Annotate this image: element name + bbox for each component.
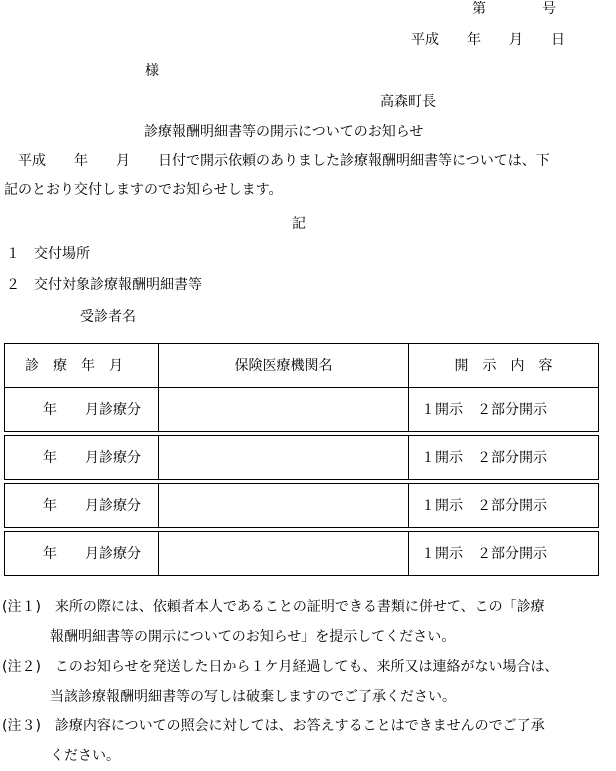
row-disclosure: １開示 ２部分開示 [409,532,599,576]
note-3-line-2: ください。 [50,748,120,764]
row-month: 年 月診療分 [5,436,159,480]
row-institution[interactable] [159,436,409,480]
ki-heading: 記 [292,216,306,232]
table-row [5,436,599,480]
recipient-honorific: 様 [145,63,159,79]
row-disclosure: １開示 ２部分開示 [409,436,599,480]
note-2 [2,652,614,712]
body-line-1: 平成 年 月 日付で開示依頼のありました診療報酬明細書等については、下 [4,153,550,169]
row-institution[interactable] [159,532,409,576]
header-institution: 保険医療機関名 [159,344,409,388]
sender-name: 高森町長 [380,94,436,110]
row-month: 年 月診療分 [5,484,159,528]
row-month: 年 月診療分 [5,532,159,576]
document-number: 第 号 [472,1,556,17]
note-1 [2,592,614,652]
note-1-line-1: (注１) 来所の際には、依頼者本人であることの証明できる書類に併せて、この「診療 [2,599,545,615]
row-disclosure: １開示 ２部分開示 [409,388,599,432]
row-month: 年 月診療分 [5,388,159,432]
document-title: 診療報酬明細書等の開示についてのお知らせ [144,124,424,140]
header-treatment-month: 診 療 年 月 [5,344,159,388]
item-target-statements: ２ 交付対象診療報酬明細書等 [6,277,202,293]
body-line-2: 記のとおり交付しますのでお知らせします。 [4,182,283,198]
note-2-line-1: (注２) このお知らせを発送した日から１ケ月経過しても、来所又は連絡がない場合は、 [2,659,559,675]
table-header-row [5,344,599,388]
note-3 [2,711,614,771]
disclosure-table [4,343,599,576]
table-row [5,484,599,528]
patient-name-label: 受診者名 [80,309,136,325]
note-1-line-2: 報酬明細書等の開示についてのお知らせ」を提示してください。 [50,629,456,645]
table-row [5,532,599,576]
body-paragraph [4,147,614,205]
item-delivery-place: １ 交付場所 [6,246,90,262]
note-3-line-1: (注３) 診療内容についての照会に対しては、お答えすることはできませんのでご了承 [2,718,545,734]
document-date: 平成 年 月 日 [411,32,565,48]
note-2-line-2: 当該診療報酬明細書等の写しは破棄しますのでご了承ください。 [50,689,456,705]
row-institution[interactable] [159,388,409,432]
header-disclosure: 開 示 内 容 [409,344,599,388]
row-institution[interactable] [159,484,409,528]
table-row [5,388,599,432]
row-disclosure: １開示 ２部分開示 [409,484,599,528]
